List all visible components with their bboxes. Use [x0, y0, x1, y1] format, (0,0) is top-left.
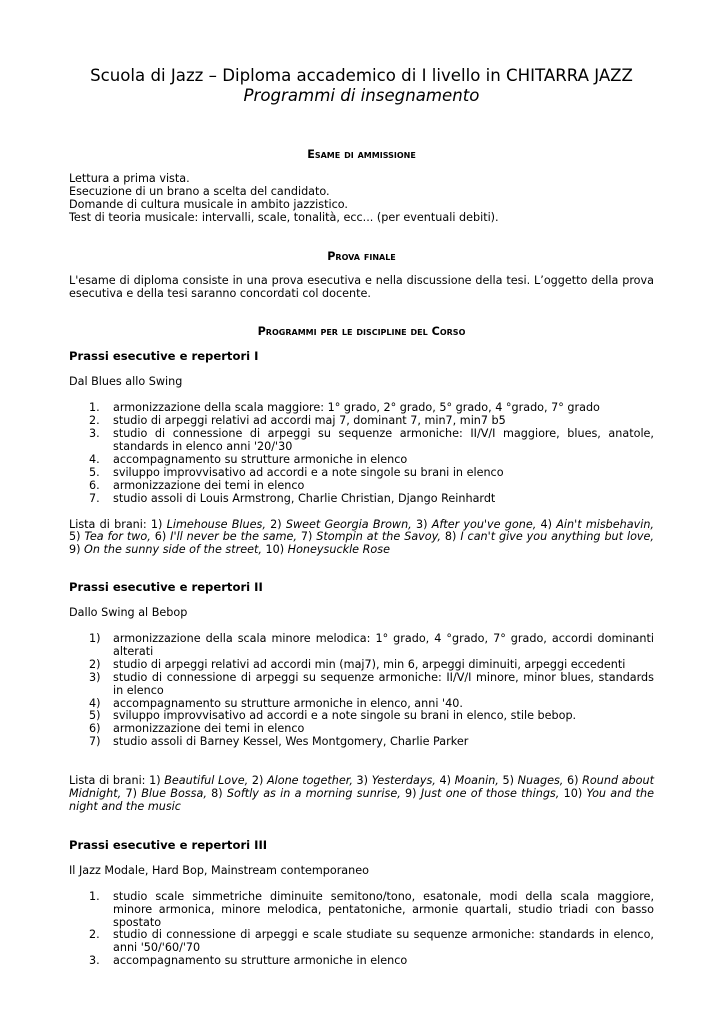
prassi1-list	[69, 402, 654, 505]
prassi2-intro: Dallo Swing al Bebop	[69, 606, 188, 620]
brano-title: I can't give you anything but love,	[460, 530, 654, 544]
brano-title: Yesterdays,	[371, 774, 436, 788]
list-item	[69, 633, 654, 659]
brano-title: Beautiful Love,	[164, 774, 249, 788]
brano-title: You and the night and the music	[69, 787, 654, 813]
list-item	[69, 736, 654, 749]
list-item	[69, 672, 654, 698]
list-item-text: studio di connessione di arpeggi su sequenze armoniche: II/V/I maggiore, blues, anatole, standards in elenco anni '20/'30	[113, 427, 654, 453]
section-heading-prova: Prova finale	[327, 249, 396, 263]
brano-number: Lista di brani: 1)	[69, 774, 165, 788]
brano-title: Blue Bossa,	[141, 787, 207, 801]
list-number: 3.	[89, 427, 100, 441]
list-item-text: studio assoli di Barney Kessel, Wes Montgomery, Charlie Parker	[113, 735, 469, 749]
brano-number: 3)	[352, 774, 372, 788]
brano-number: Lista di brani: 1)	[69, 517, 167, 531]
brano-number: 8)	[440, 530, 461, 544]
list-item-text: armonizzazione della scala minore melodica: 1° grado, 4 °grado, 7° grado, accordi dominanti alterati	[113, 632, 654, 658]
list-number: 6.	[89, 478, 100, 492]
prassi2-list	[69, 633, 654, 749]
document-page	[69, 66, 654, 968]
brano-title: Tea for two,	[84, 530, 151, 544]
brano-number: 4)	[435, 774, 455, 788]
list-number: 3.	[89, 954, 100, 968]
list-item-text: studio scale simmetriche diminuite semitono/tono, esatonale, modi della scala maggiore, minore armonica, minore melodica, pentatoniche, armonie quartali, studio triadi con basso spostato	[113, 889, 654, 929]
list-number: 2)	[89, 657, 101, 671]
document-subtitle: Programmi di insegnamento	[243, 86, 480, 105]
esame-line: Lettura a prima vista.	[69, 172, 190, 185]
list-item-text: armonizzazione della scala maggiore: 1° grado, 2° grado, 5° grado, 4 °grado, 7° grado	[113, 401, 600, 415]
prassi2-brani	[69, 775, 654, 814]
brano-number: 10)	[559, 787, 587, 801]
list-number: 3)	[89, 670, 101, 684]
brano-number: 6)	[150, 530, 171, 544]
list-number: 4.	[89, 452, 100, 466]
list-number: 4)	[89, 696, 101, 710]
brano-number: 7)	[296, 530, 317, 544]
brano-number: 8)	[206, 787, 227, 801]
list-item	[69, 929, 654, 955]
esame-line: Test di teoria musicale: intervalli, scale, tonalità, ecc... (per eventuali debiti).	[69, 210, 499, 224]
brano-title: On the sunny side of the street,	[84, 543, 262, 557]
brano-number: 5)	[69, 530, 85, 544]
list-item-text: studio assoli di Louis Armstrong, Charlie Christian, Django Reinhardt	[113, 491, 496, 505]
list-item-text: studio di arpeggi relativi ad accordi min (maj7), min 6, arpeggi diminuiti, arpeggi eccedenti	[113, 657, 626, 671]
list-item-text: studio di connessione di arpeggi su sequenze armoniche: II/V/I minore, minor blues, standards in elenco	[113, 670, 654, 697]
list-item-text: accompagnamento su strutture armoniche in elenco	[113, 954, 408, 968]
list-number: 7)	[89, 735, 101, 749]
brano-number: 9)	[69, 543, 85, 557]
esame-lines	[69, 173, 654, 225]
list-item-text: armonizzazione dei temi in elenco	[113, 478, 305, 492]
prassi2-title: Prassi esecutive e repertori II	[69, 580, 263, 595]
prova-text: L'esame di diploma consiste in una prova esecutiva e nella discussione della tesi. L’oggetto della prova esecutiva e della tesi saranno concordati col docente.	[69, 273, 654, 300]
list-number: 1.	[89, 889, 100, 903]
brano-title: Just one of those things,	[420, 787, 560, 801]
brano-number: 5)	[498, 774, 518, 788]
section-heading-esame: Esame di ammissione	[307, 148, 416, 161]
brano-title: After you've gone,	[431, 517, 537, 531]
brano-number: 7)	[121, 787, 142, 801]
esame-line: Esecuzione di un brano a scelta del candidato.	[69, 184, 330, 198]
list-item	[69, 891, 654, 930]
brano-number: 10)	[261, 543, 288, 557]
brano-number: 9)	[400, 787, 421, 801]
document-title: Scuola di Jazz – Diploma accademico di I livello in CHITARRA JAZZ	[90, 66, 633, 85]
prassi1-intro: Dal Blues allo Swing	[69, 375, 183, 389]
list-item	[69, 955, 654, 968]
list-item-text: sviluppo improvvisativo ad accordi e a note singole su brani in elenco	[113, 465, 504, 479]
brano-title: Nuages,	[517, 774, 564, 788]
list-item	[69, 428, 654, 454]
list-item	[69, 493, 654, 506]
list-item-text: studio di connessione di arpeggi e scale studiate su sequenze armoniche: standards in elenco, anni '50/'60/'70	[113, 928, 654, 955]
prassi3-intro: Il Jazz Modale, Hard Bop, Mainstream contemporaneo	[69, 863, 369, 877]
list-item-text: armonizzazione dei temi in elenco	[113, 722, 305, 736]
brano-title: Ain't misbehavin,	[556, 517, 654, 531]
brano-title: Moanin,	[454, 774, 499, 788]
brano-title: Sweet Georgia Brown,	[285, 517, 412, 531]
brano-title: I'll never be the same,	[170, 530, 297, 544]
brano-title: Limehouse Blues,	[166, 517, 266, 531]
prassi1-title: Prassi esecutive e repertori I	[69, 349, 259, 364]
brano-number: 2)	[265, 517, 286, 531]
list-number: 2.	[89, 414, 100, 428]
list-number: 6)	[89, 722, 101, 736]
list-item-text: sviluppo improvvisativo ad accordi e a note singole su brani in elenco, stile bebop.	[113, 709, 577, 723]
list-item-text: accompagnamento su strutture armoniche in elenco, anni '40.	[113, 696, 463, 710]
list-number: 5)	[89, 709, 101, 723]
brano-title: Stompin at the Savoy,	[316, 530, 441, 544]
brano-number: 6)	[563, 774, 583, 788]
brano-number: 2)	[248, 774, 267, 788]
brano-title: Softly as in a morning sunrise,	[226, 787, 401, 801]
list-number: 7.	[89, 491, 100, 505]
brano-title: Round about Midnight,	[69, 774, 654, 801]
brano-title: Honeysuckle Rose	[287, 543, 390, 557]
list-number: 2.	[89, 928, 100, 942]
brano-title: Alone together,	[266, 774, 353, 788]
list-item-text: studio di arpeggi relativi ad accordi maj 7, dominant 7, min7, min7 b5	[113, 414, 506, 428]
brano-number: 4)	[536, 517, 557, 531]
prassi1-brani	[69, 519, 654, 558]
list-number: 5.	[89, 465, 100, 479]
list-number: 1)	[89, 632, 101, 646]
prassi3-title: Prassi esecutive e repertori III	[69, 837, 268, 852]
esame-line: Domande di cultura musicale in ambito jazzistico.	[69, 197, 348, 211]
section-heading-programmi: Programmi per le discipline del Corso	[257, 325, 466, 339]
prassi3-list	[69, 891, 654, 968]
list-item-text: accompagnamento su strutture armoniche in elenco	[113, 452, 408, 466]
list-number: 1.	[89, 401, 100, 415]
brano-number: 3)	[411, 517, 432, 531]
